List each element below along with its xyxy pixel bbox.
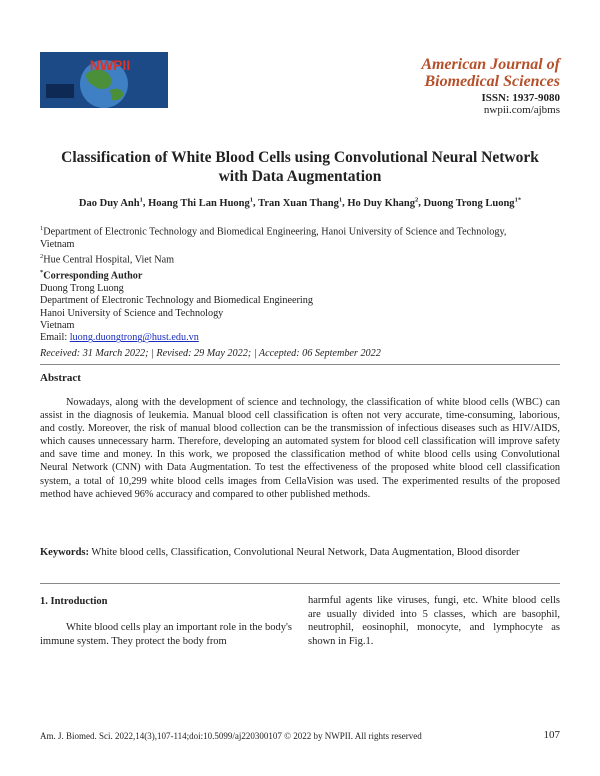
journal-name-line2: Biomedical Sciences	[424, 73, 560, 90]
author-name: Ho Duy Khang$^2$	[347, 196, 419, 209]
divider	[40, 364, 560, 365]
author-name: Tran Xuan Thang$^1$	[258, 196, 343, 209]
title-line-2: with Data Augmentation	[218, 168, 382, 185]
journal-logo	[40, 52, 168, 108]
author-affiliation-mark: 1	[338, 196, 343, 203]
author-affiliation-mark: 1	[249, 196, 254, 203]
journal-name-line1: American Journal of	[421, 56, 560, 73]
corresponding-author-label: *Corresponding Author	[40, 269, 143, 282]
intro-left-column: White blood cells play an important role in the body's immune system. They protect the body from	[40, 622, 292, 647]
author-name: Duong Trong Luong$^{1*}$	[423, 196, 522, 209]
divider	[40, 583, 560, 584]
author-name: Hoang Thi Lan Huong$^1$	[148, 196, 254, 209]
introduction-heading: 1. Introduction	[40, 596, 108, 607]
title-line-1: Classification of White Blood Cells using Convolutional Neural Network	[61, 149, 539, 166]
abstract-heading: Abstract	[40, 372, 81, 384]
journal-header	[421, 56, 560, 116]
intro-right-column: harmful agents like viruses, fungi, etc. White blood cells are usually divided into 5 classes, which are basophil, neutrophil, eosinophil, monocyte, and lymphocyte as shown in Fig.1.	[308, 595, 560, 647]
author-affiliation-mark: 1	[139, 196, 143, 203]
email-line: Email: luong.duongtrong@hust.edu.vn	[40, 332, 199, 344]
issn: ISSN: 1937-9080	[481, 92, 560, 104]
affiliation-1: $^1$Department of Electronic Technology and Biomedical Engineering, Hanoi University of Science and Technology,	[40, 225, 507, 238]
keywords: Keywords: White blood cells, Classification, Convolutional Neural Network, Data Augmentation, Blood disorder	[40, 547, 520, 558]
author-affiliation-mark: 1*	[514, 196, 522, 203]
page-number: 107	[543, 729, 560, 741]
abstract-text: Nowadays, along with the development of science and technology, the classification of white blood cells (WBC) can assist in the diagnosis of leukemia. Manual blood cell classification is often not very accurate, time-consuming, laborious, and costly. Moreover, the risk of manual blood collection can be the transmission of infectious diseases such as HIV/AIDS, which causes unnecessary harm. Therefore, developing an automated system for blood cell classification will improve safety and save time and money. In this work, we proposed the classification method of white blood cells using Convolutional Neural Network (CNN) with Data Augmentation. To test the effectiveness of the proposed white blood cell classification system, a total of 10,299 white blood cells images from CellaVision was used. The experimented results of the proposed method have achieved 96% accuracy and compared to other published methods.	[40, 397, 560, 500]
author-list: Dao Duy Anh$^1$, Hoang Thi Lan Huong$^1$, Tran Xuan Thang$^1$, Ho Duy Khang$^2$, Duong Trong Luong$^{1*}$	[78, 196, 522, 209]
publication-dates: Received: 31 March 2022; | Revised: 29 May 2022; | Accepted: 06 September 2022	[40, 348, 381, 359]
corresponding-author-name: Duong Trong Luong	[40, 282, 124, 294]
svg-text:NWPII: NWPII	[89, 57, 131, 73]
author-name: Dao Duy Anh$^1$	[78, 196, 143, 209]
corresponding-author-dept: Department of Electronic Technology and Biomedical Engineering	[40, 295, 313, 307]
affiliation-2: $^2$Hue Central Hospital, Viet Nam	[40, 253, 175, 266]
affiliations	[40, 223, 560, 345]
email-link[interactable]: luong.duongtrong@hust.edu.vn	[69, 332, 199, 344]
author-affiliation-mark: 2	[415, 196, 419, 203]
journal-website: nwpii.com/ajbms	[483, 104, 560, 116]
affiliation-1-country: Vietnam	[40, 238, 75, 250]
paper-title	[40, 148, 560, 186]
footer-citation: Am. J. Biomed. Sci. 2022,14(3),107-114;doi:10.5099/aj220300107 © 2022 by NWPII. All rights reserved	[40, 731, 422, 741]
corresponding-author-country: Vietnam	[40, 320, 75, 332]
corresponding-author-univ: Hanoi University of Science and Technology	[40, 307, 224, 319]
